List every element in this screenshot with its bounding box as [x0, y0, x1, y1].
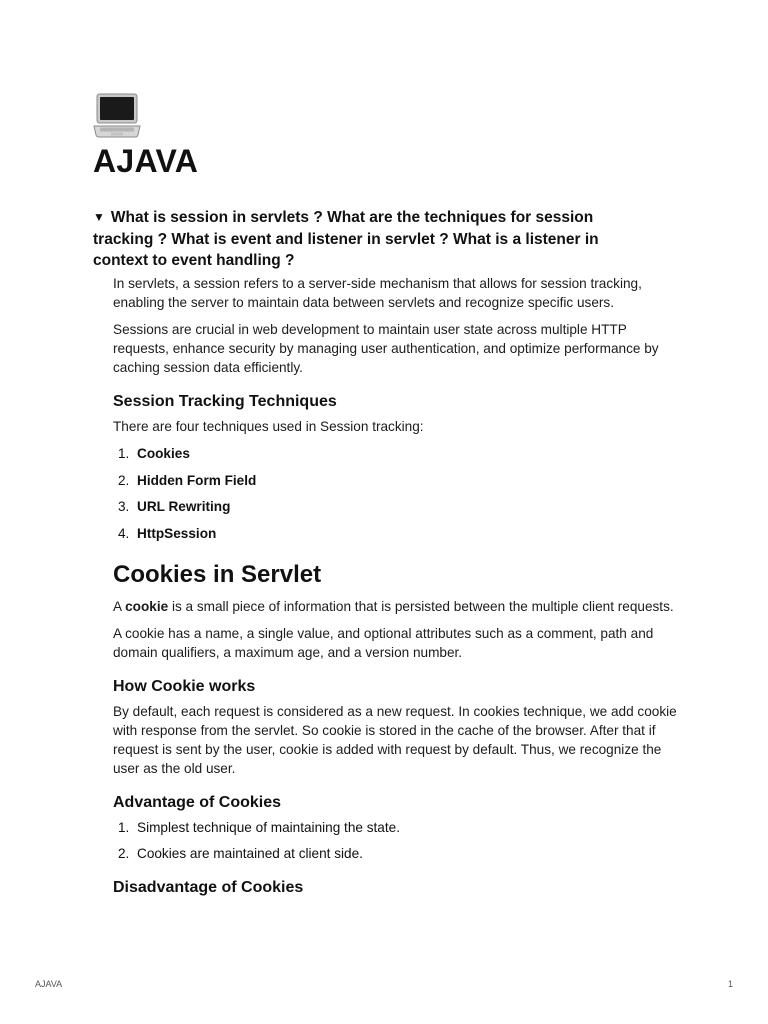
list-item — [113, 497, 683, 516]
list-item — [113, 818, 683, 837]
list-item — [113, 524, 683, 543]
bold-term-cookie: cookie — [125, 598, 169, 614]
text-span: A — [113, 598, 126, 614]
list-number: 1. — [118, 819, 130, 835]
list-number: 2. — [118, 472, 130, 488]
paragraph-how-cookie-works: By default, each request is considered as a new request. In cookies technique, we add cookie with response from the servlet. So cookie is stored in the cache of the browser. After that if request is sent by the user, cookie is added with request by default. Thus, we recognize the user as the old user. — [113, 703, 677, 776]
list-item-text: Cookies are maintained at client side. — [137, 846, 363, 861]
heading-how-cookie-works: How Cookie works — [113, 677, 256, 695]
list-item-text: Hidden Form Field — [137, 472, 257, 488]
list-number: 4. — [118, 525, 130, 541]
laptop-icon — [93, 93, 141, 139]
page-title: AJAVA — [93, 143, 199, 179]
heading-disadvantage-of-cookies: Disadvantage of Cookies — [113, 879, 304, 896]
heading-cookies-in-servlet: Cookies in Servlet — [113, 560, 322, 588]
footer-page-number: 1 — [727, 979, 733, 989]
footer-document-title: AJAVA — [35, 979, 63, 989]
list-item-text: URL Rewriting — [137, 499, 231, 514]
paragraph-session-definition: In servlets, a session refers to a server-side mechanism that allows for session tracking, enabling the server to maintain data between servlets and recognize specific users. — [113, 276, 642, 310]
list-item — [113, 444, 683, 463]
triangle-down-icon[interactable]: ▼ — [93, 210, 105, 224]
list-item — [113, 844, 683, 863]
list-number: 3. — [118, 499, 130, 514]
toggle-heading[interactable] — [93, 207, 653, 271]
heading-session-tracking-techniques: Session Tracking Techniques — [113, 393, 337, 410]
advantages-list — [113, 818, 683, 864]
list-item-text: Simplest technique of maintaining the state. — [137, 819, 400, 835]
text-span: is a small piece of information that is persisted between the multiple client requests. — [168, 598, 674, 614]
paragraph-cookie-definition — [113, 597, 683, 616]
paragraph-techniques-intro: There are four techniques used in Session tracking: — [113, 419, 424, 434]
list-item — [113, 471, 683, 490]
toggle-content — [113, 274, 683, 903]
list-number: 1. — [118, 446, 130, 461]
paragraph-session-importance: Sessions are crucial in web development to maintain user state across multiple HTTP requests, enhance security by managing user authentication, and optimize performance by caching session data efficiently. — [113, 322, 659, 375]
list-number: 2. — [118, 846, 130, 861]
techniques-list — [113, 444, 683, 543]
list-item-text: Cookies — [137, 446, 190, 461]
heading-advantage-of-cookies: Advantage of Cookies — [113, 793, 282, 811]
paragraph-cookie-attributes: A cookie has a name, a single value, and optional attributes such as a comment, path and domain qualifiers, a maximum age, and a version number. — [113, 625, 654, 660]
list-item-text: HttpSession — [137, 525, 217, 541]
toggle-heading-text: What is session in servlets ? What are the techniques for session tracking ? What is event and listener in servlet ? What is a listener in context to event handling ? — [93, 209, 599, 269]
